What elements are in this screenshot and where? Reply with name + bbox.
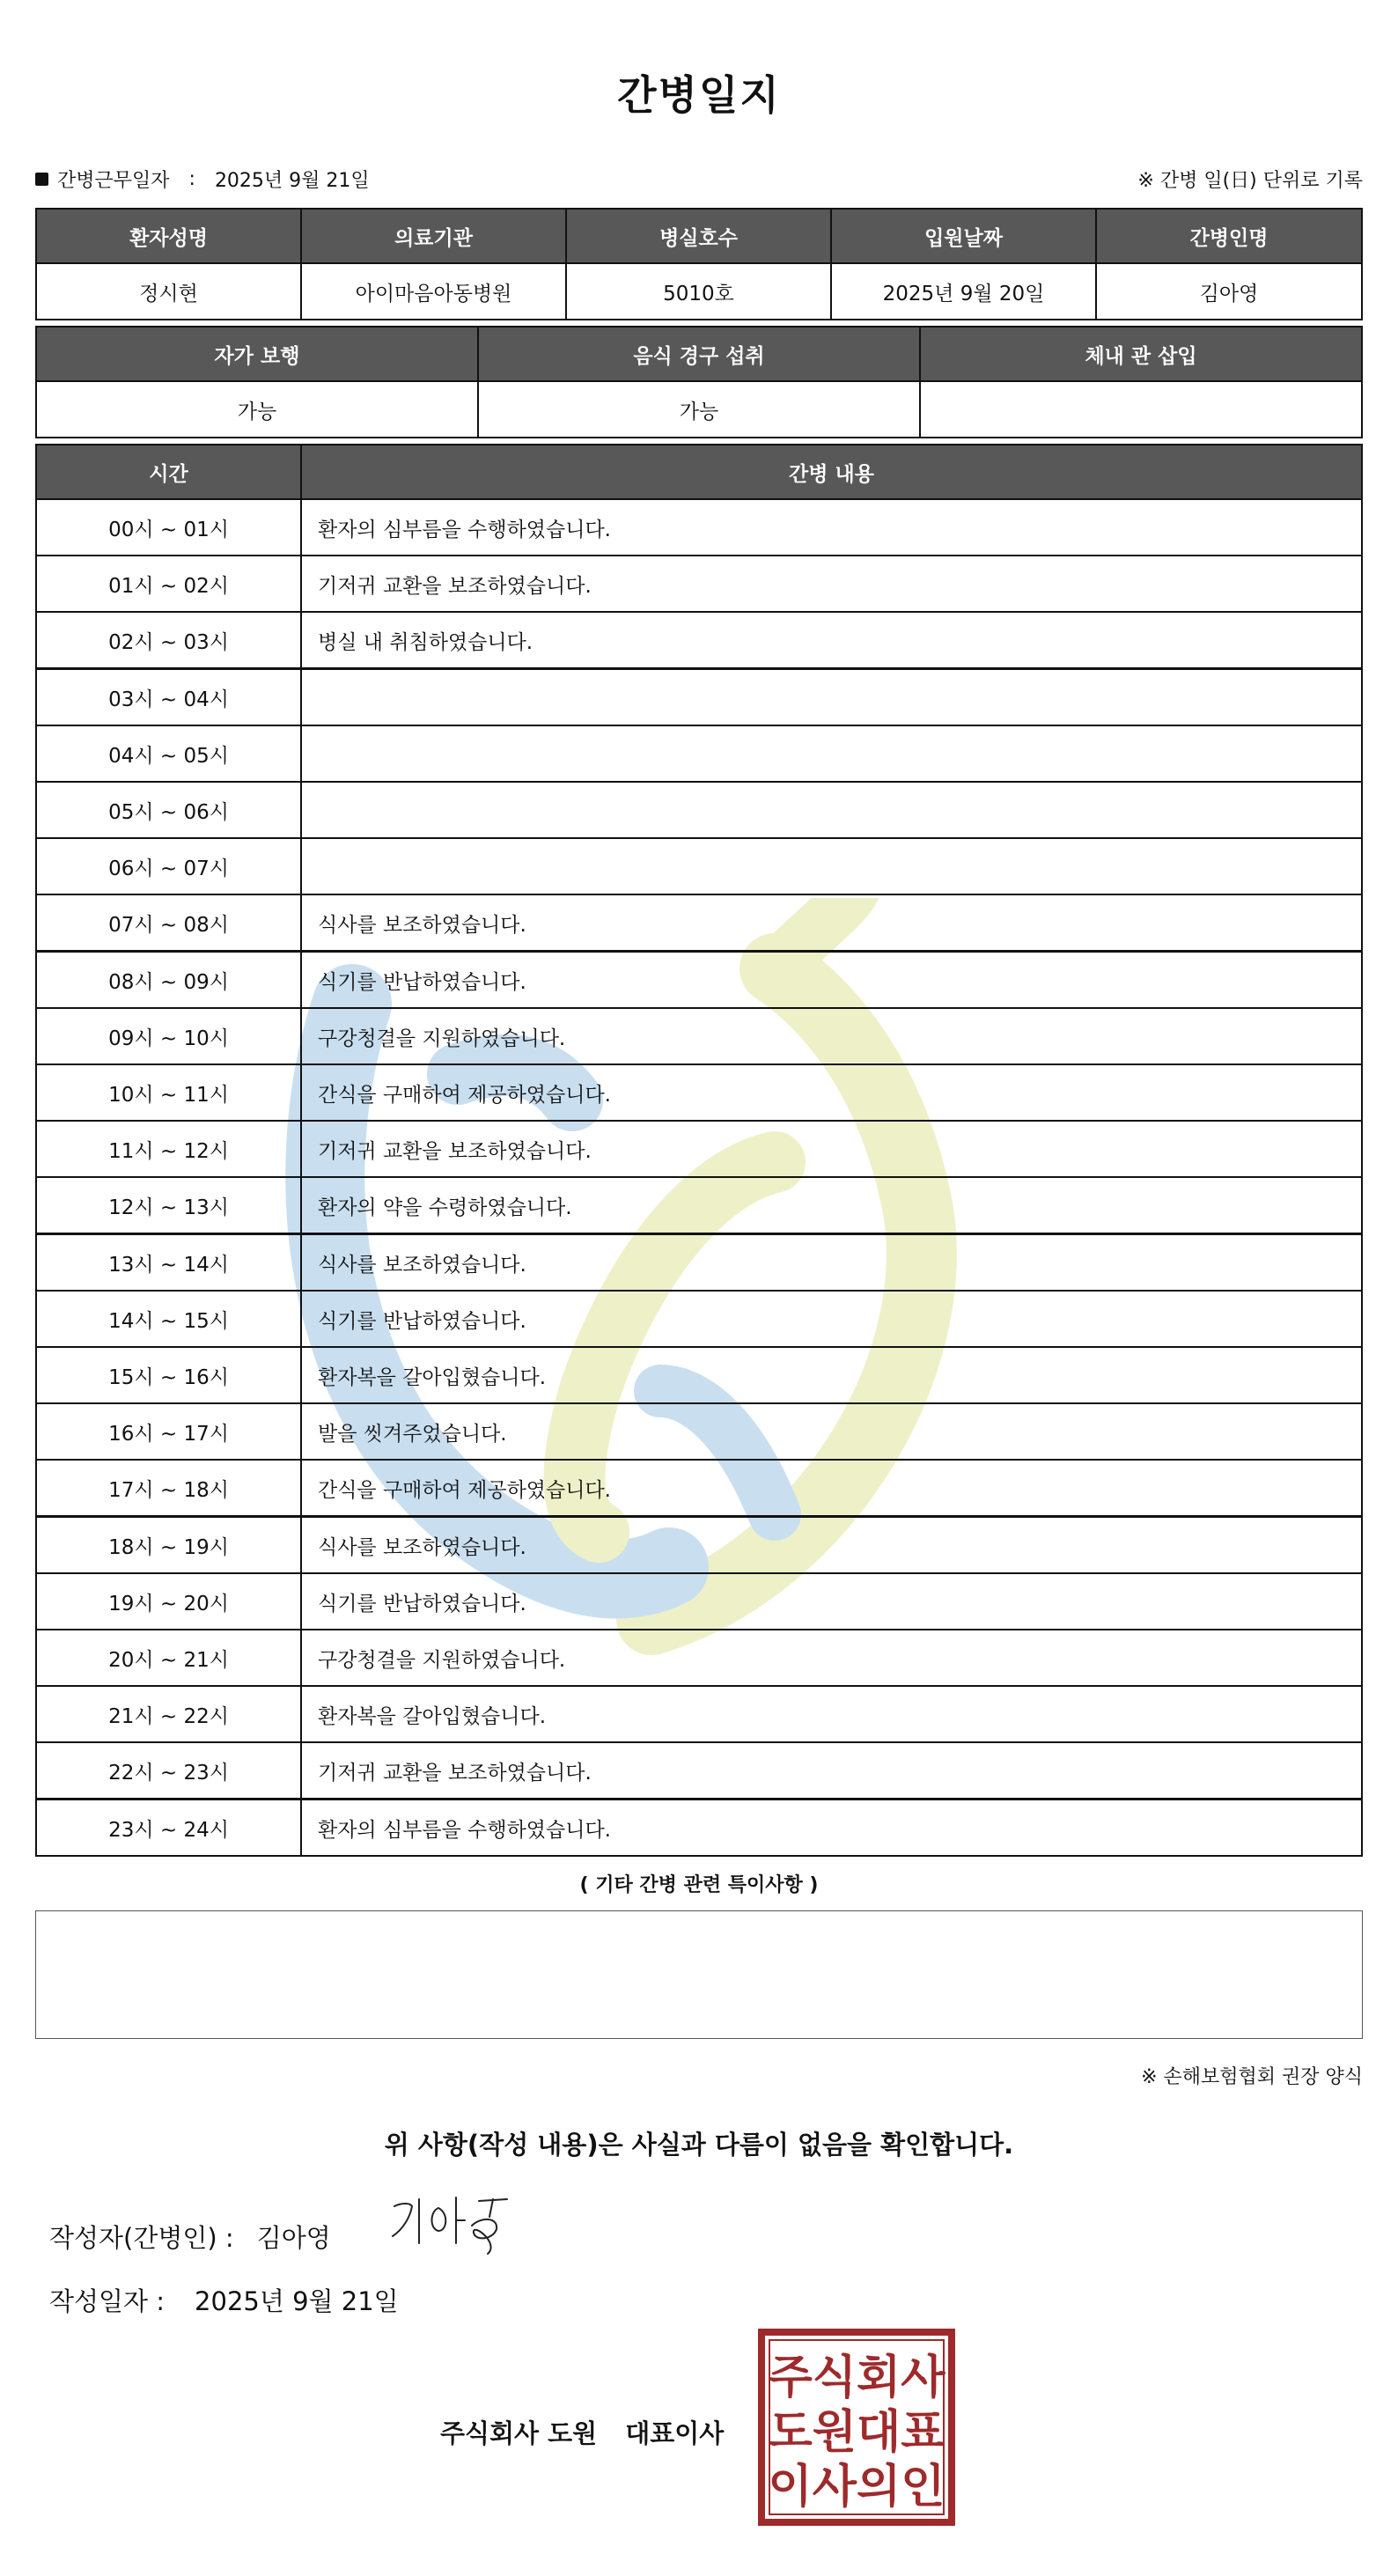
log-row-content: 식사를 보조하였습니다. bbox=[300, 894, 1363, 952]
log-row-content: 간식을 구매하여 제공하였습니다. bbox=[300, 1459, 1363, 1517]
log-row-time: 04시 ~ 05시 bbox=[35, 725, 302, 783]
caregiver-name: 김아영 bbox=[1095, 262, 1363, 320]
log-row-time: 10시 ~ 11시 bbox=[35, 1064, 302, 1122]
patient-name: 정시현 bbox=[35, 262, 302, 320]
log-row-content bbox=[300, 781, 1363, 839]
log-row-time: 07시 ~ 08시 bbox=[35, 894, 302, 952]
log-row-time: 13시 ~ 14시 bbox=[35, 1233, 302, 1292]
log-row-time: 08시 ~ 09시 bbox=[35, 951, 302, 1009]
written-date-label: 작성일자 : bbox=[49, 2286, 166, 2316]
log-row-content: 기저귀 교환을 보조하였습니다. bbox=[300, 1120, 1363, 1178]
notes-box bbox=[35, 1910, 1363, 2039]
svg-text:주식회사: 주식회사 bbox=[768, 2352, 945, 2404]
log-row-content: 병실 내 취침하였습니다. bbox=[300, 611, 1363, 669]
log-row-time: 17시 ~ 18시 bbox=[35, 1459, 302, 1517]
written-date-value: 2025년 9월 21일 bbox=[195, 2286, 399, 2316]
log-header-content: 간병 내용 bbox=[300, 444, 1363, 500]
log-row-content: 기저귀 교환을 보조하였습니다. bbox=[300, 1741, 1363, 1800]
log-row-time: 16시 ~ 17시 bbox=[35, 1402, 302, 1461]
log-row-time: 18시 ~ 19시 bbox=[35, 1516, 302, 1574]
log-row-time: 11시 ~ 12시 bbox=[35, 1120, 302, 1178]
log-row-time: 14시 ~ 15시 bbox=[35, 1290, 302, 1348]
log-row-content: 환자의 심부름을 수행하였습니다. bbox=[300, 1799, 1363, 1857]
confirmation-statement: 위 사항(작성 내용)은 사실과 다름이 없음을 확인합니다. bbox=[384, 2130, 1014, 2160]
work-date-value: 2025년 9월 21일 bbox=[214, 170, 370, 192]
company-name: 주식회사 도원 bbox=[440, 2418, 598, 2448]
svg-text:이사의인: 이사의인 bbox=[768, 2461, 945, 2513]
log-row-time: 05시 ~ 06시 bbox=[35, 781, 302, 839]
log-row-content bbox=[300, 725, 1363, 783]
log-row-content: 식기를 반납하였습니다. bbox=[300, 1290, 1363, 1348]
log-row-content: 간식을 구매하여 제공하였습니다. bbox=[300, 1064, 1363, 1122]
status-header: 체내 관 삽입 bbox=[919, 326, 1363, 382]
handwritten-signature bbox=[384, 2190, 525, 2261]
company-title: 대표이사 bbox=[625, 2418, 725, 2448]
log-row-content bbox=[300, 837, 1363, 895]
walking-status: 가능 bbox=[35, 380, 479, 438]
status-header: 음식 경구 섭취 bbox=[477, 326, 921, 382]
hospital-name: 아이마음아동병원 bbox=[300, 262, 567, 320]
log-row-content: 식기를 반납하였습니다. bbox=[300, 951, 1363, 1009]
log-row-time: 15시 ~ 16시 bbox=[35, 1346, 302, 1404]
info-header: 의료기관 bbox=[300, 208, 567, 264]
tube-insertion-status bbox=[919, 380, 1363, 438]
bullet-square-icon bbox=[35, 173, 48, 186]
work-date-label: 간병근무일자 bbox=[57, 170, 170, 192]
status-header: 자가 보행 bbox=[35, 326, 479, 382]
log-row-content: 환자의 약을 수령하였습니다. bbox=[300, 1176, 1363, 1234]
admission-date: 2025년 9월 20일 bbox=[830, 262, 1097, 320]
info-header: 입원날짜 bbox=[830, 208, 1097, 264]
writer-name: 김아영 bbox=[256, 2223, 331, 2253]
log-row-content: 발을 씻겨주었습니다. bbox=[300, 1402, 1363, 1461]
log-row-time: 00시 ~ 01시 bbox=[35, 498, 302, 556]
log-row-content: 환자의 심부름을 수행하였습니다. bbox=[300, 498, 1363, 556]
room-number: 5010호 bbox=[565, 262, 832, 320]
writer-label: 작성자(간병인) : bbox=[49, 2223, 234, 2253]
svg-text:도원대표: 도원대표 bbox=[768, 2406, 945, 2459]
written-date-line bbox=[49, 2282, 399, 2318]
log-row-time: 20시 ~ 21시 bbox=[35, 1629, 302, 1687]
log-header-time: 시간 bbox=[35, 444, 302, 500]
log-row-time: 02시 ~ 03시 bbox=[35, 611, 302, 669]
page-title: 간병일지 bbox=[617, 71, 781, 119]
oral-intake-status: 가능 bbox=[477, 380, 921, 438]
unit-note: ※ 간병 일(日) 단위로 기록 bbox=[1137, 170, 1363, 192]
info-header: 환자성명 bbox=[35, 208, 302, 264]
writer-line bbox=[49, 2219, 331, 2255]
info-header: 병실호수 bbox=[565, 208, 832, 264]
info-header: 간병인명 bbox=[1095, 208, 1363, 264]
log-row-time: 23시 ~ 24시 bbox=[35, 1799, 302, 1857]
log-row-content: 환자복을 갈아입혔습니다. bbox=[300, 1685, 1363, 1743]
log-row-content: 구강청결을 지원하였습니다. bbox=[300, 1629, 1363, 1687]
log-row-time: 12시 ~ 13시 bbox=[35, 1176, 302, 1234]
company-seal bbox=[757, 2328, 956, 2527]
log-row-content: 식사를 보조하였습니다. bbox=[300, 1233, 1363, 1292]
notes-title: ( 기타 간병 관련 특이사항 ) bbox=[579, 1874, 819, 1896]
log-row-content: 기저귀 교환을 보조하였습니다. bbox=[300, 555, 1363, 613]
log-row-content: 식사를 보조하였습니다. bbox=[300, 1516, 1363, 1574]
log-row-content: 구강청결을 지원하였습니다. bbox=[300, 1007, 1363, 1065]
log-row-time: 06시 ~ 07시 bbox=[35, 837, 302, 895]
log-row-content: 식기를 반납하였습니다. bbox=[300, 1572, 1363, 1630]
company-line bbox=[440, 2414, 724, 2450]
log-row-time: 19시 ~ 20시 bbox=[35, 1572, 302, 1630]
log-row-time: 03시 ~ 04시 bbox=[35, 668, 302, 726]
log-row-time: 21시 ~ 22시 bbox=[35, 1685, 302, 1743]
log-row-time: 01시 ~ 02시 bbox=[35, 555, 302, 613]
form-footnote: ※ 손해보험협회 권장 양식 bbox=[1141, 2066, 1363, 2088]
work-date-separator: : bbox=[188, 168, 195, 190]
log-row-content: 환자복을 갈아입혔습니다. bbox=[300, 1346, 1363, 1404]
log-row-time: 22시 ~ 23시 bbox=[35, 1741, 302, 1800]
log-row-time: 09시 ~ 10시 bbox=[35, 1007, 302, 1065]
log-row-content bbox=[300, 668, 1363, 726]
work-date-line bbox=[35, 166, 370, 193]
